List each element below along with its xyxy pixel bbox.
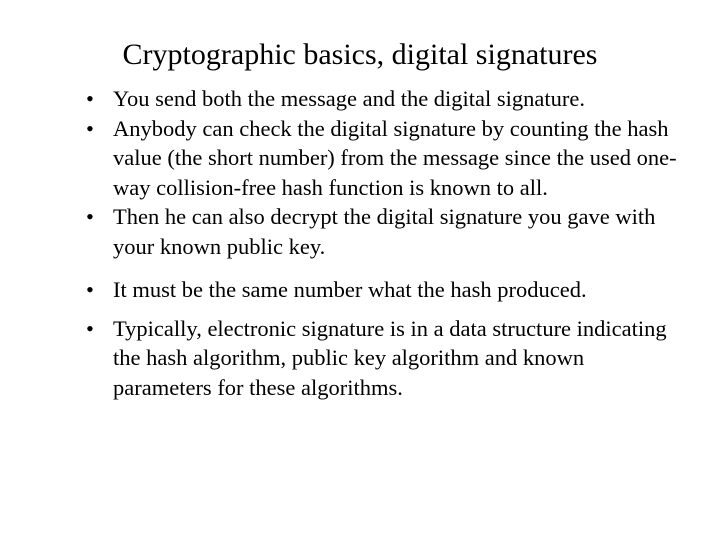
bullet-item [86,202,686,261]
bullet-text: Then he can also decrypt the digital signature you gave with your known public key. [113,204,656,259]
bullet-text: Typically, electronic signature is in a data structure indicating the hash algorithm, public key algorithm and known parameters for these algorithms. [113,315,667,400]
bullet-item [86,275,686,305]
bullet-marker: • [86,115,94,141]
bullet-item [86,314,686,403]
bullet-marker: • [86,315,94,341]
slide-title: Cryptographic basics, digital signatures [122,38,598,71]
bullet-text: It must be the same number what the hash produced. [113,277,587,302]
bullet-marker: • [86,277,94,302]
bullet-item [86,84,686,114]
bullet-marker: • [86,86,94,111]
bullet-item [86,114,686,203]
bullet-text: You send both the message and the digital signature. [113,86,586,111]
bullet-marker: • [86,204,94,229]
bullet-list [86,84,686,402]
bullet-text: Anybody can check the digital signature by counting the hash value (the short number) from the message since the used one-way collision-free hash function is known to all. [113,115,677,200]
